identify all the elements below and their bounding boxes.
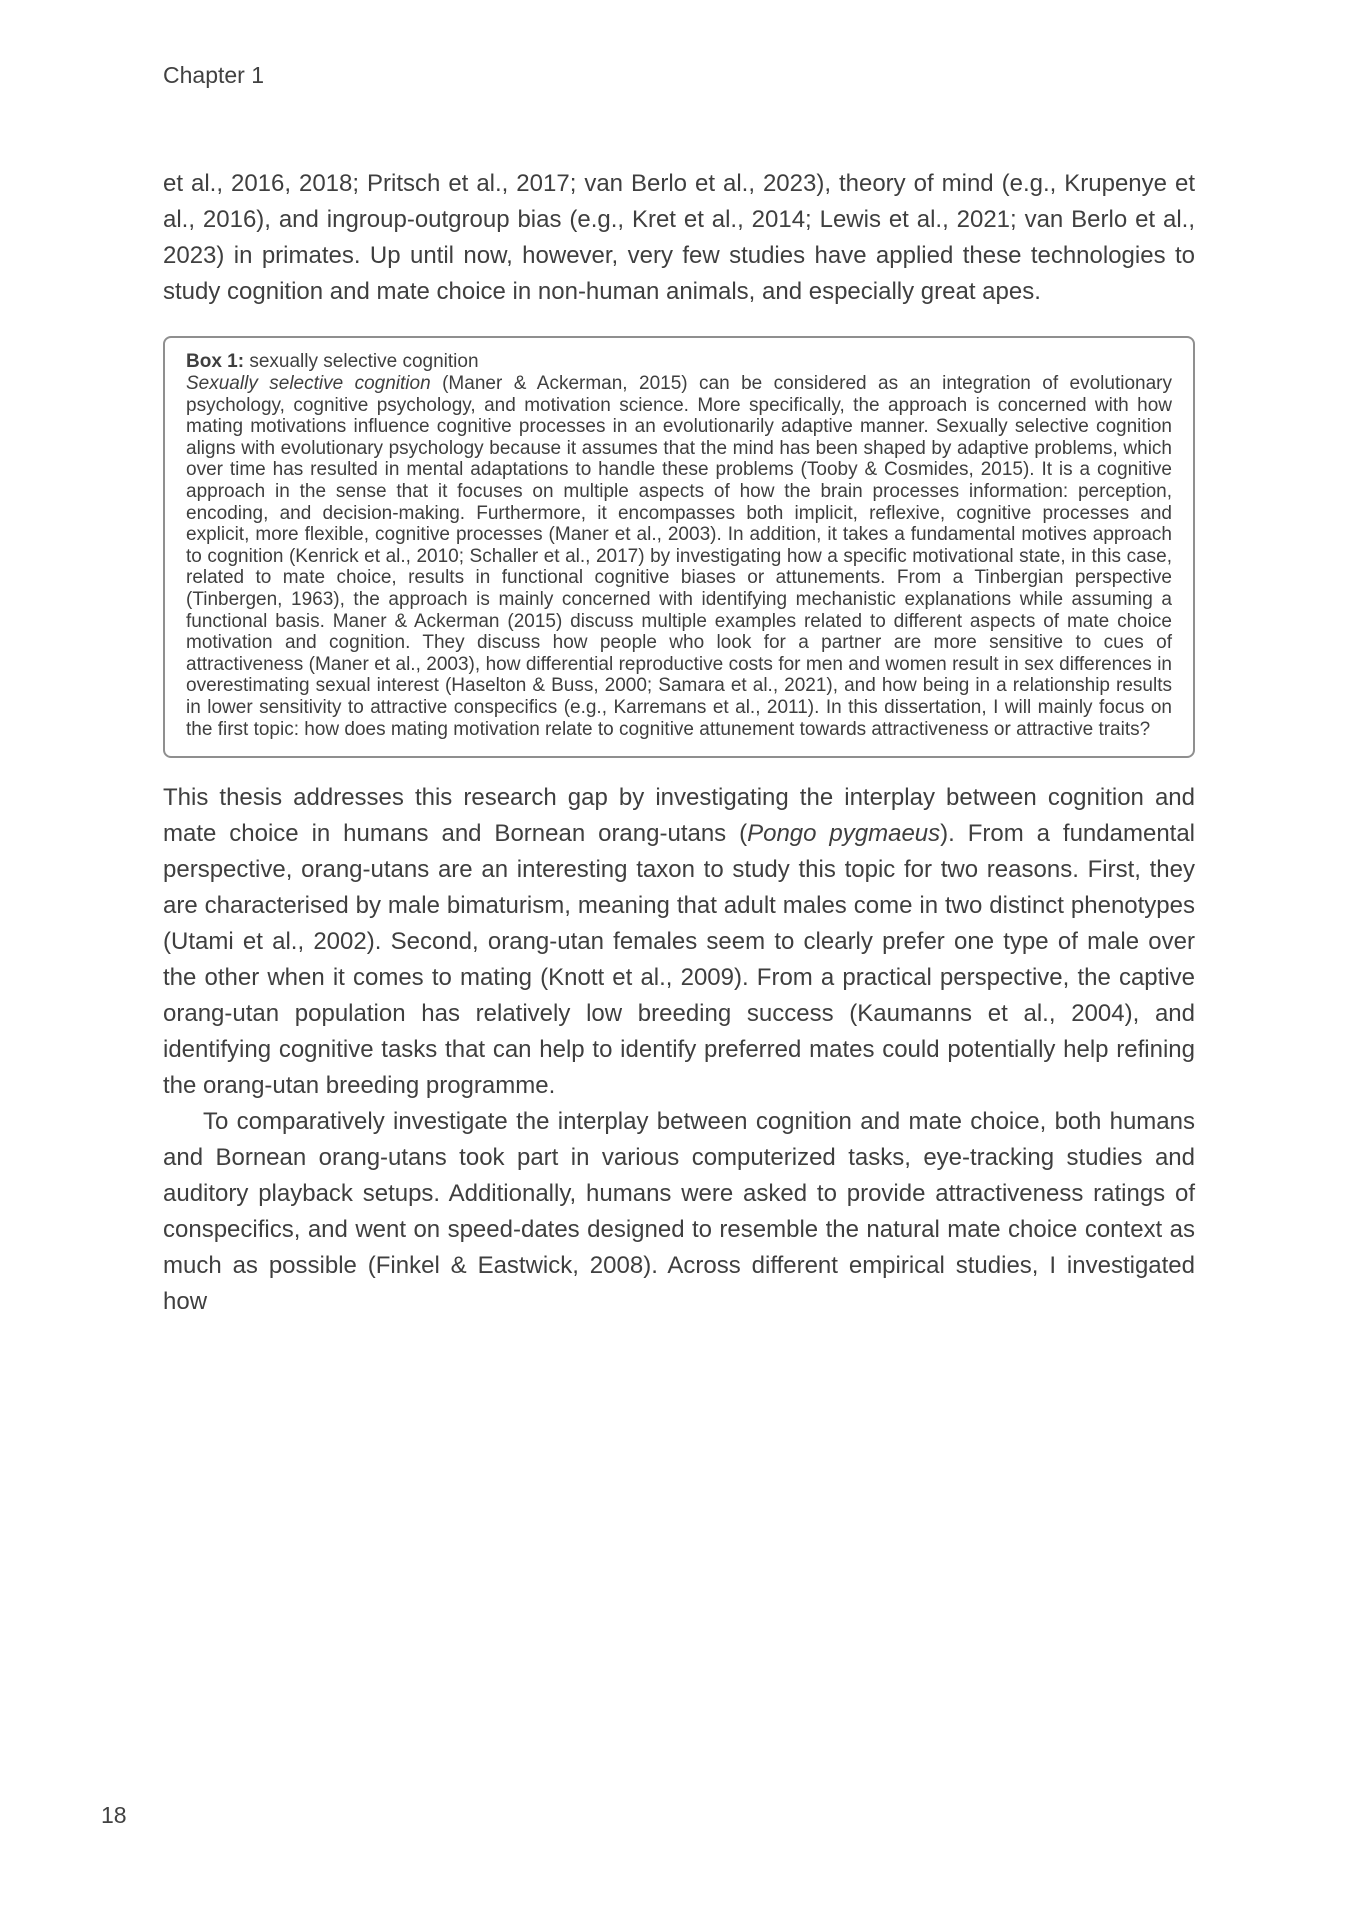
box-1-body <box>186 373 1172 740</box>
box-1-label: Box 1: <box>186 351 245 372</box>
box-1-body-text: (Maner & Ackerman, 2015) can be considered as an integration of evolutionary psychology, cognitive psychology, and motivation science. More specifically, the approach is concerned with how mating motivations influence cognitive processes in an evolutionarily adaptive manner. Sexually selective cognition aligns with evolutionary psychology because it assumes that the mind has been shaped by adaptive problems, which over time has resulted in mental adaptations to handle these problems (Tooby & Cosmides, 2015). It is a cognitive approach in the sense that it focuses on multiple aspects of how the brain processes information: perception, encoding, and decision-making. Furthermore, it encompasses both implicit, reflexive, cognitive processes and explicit, more flexible, cognitive processes (Maner et al., 2003). In addition, it takes a fundamental motives approach to cognition (Kenrick et al., 2010; Schaller et al., 2017) by investigating how a specific motivational state, in this case, related to mate choice, results in functional cognitive biases or attunements. From a Tinbergian perspective (Tinbergen, 1963), the approach is mainly concerned with identifying mechanistic explanations while assuming a functional basis. Maner & Ackerman (2015) discuss multiple examples related to different aspects of mate choice motivation and cognition. They discuss how people who look for a partner are more sensitive to cues of attractiveness (Maner et al., 2003), how differential reproductive costs for men and women result in sex differences in overestimating sexual interest (Haselton & Buss, 2000; Samara et al., 2021), and how being in a relationship results in lower sensitivity to attractive conspecifics (e.g., Karremans et al., 2011). In this dissertation, I will mainly focus on the first topic: how does mating motivation relate to cognitive attunement towards attractiveness or attractive traits? <box>186 373 1173 740</box>
paragraph-2 <box>163 780 1195 1104</box>
box-1 <box>163 336 1195 758</box>
paragraph-3-text: To comparatively investigate the interplay between cognition and mate choice, both humans and Bornean orang-utans took part in various computerized tasks, eye-tracking studies and auditory playback setups. Additionally, humans were asked to provide attractiveness ratings of conspecifics, and went on speed-dates designed to resemble the natural mate choice context as much as possible (Finkel & Eastwick, 2008). Across different empirical studies, I investigated how <box>163 1108 1195 1316</box>
box-1-lead-term-italic: Sexually selective cognition <box>186 373 431 394</box>
paragraph-3 <box>163 1104 1195 1320</box>
paragraph-1-text: et al., 2016, 2018; Pritsch et al., 2017; van Berlo et al., 2023), theory of mind (e.g., Krupenye et al., 2016), and ingroup-outgroup bias (e.g., Kret et al., 2014; Lewis et al., 2021; van Berlo et al., 2023) in primates. Up until now, however, very few studies have applied these technologies to study cognition and mate choice in non-human animals, and especially great apes. <box>163 170 1195 305</box>
species-name-italic: Pongo pygmaeus <box>747 820 941 848</box>
page-content <box>163 166 1195 1320</box>
running-header-chapter: Chapter 1 <box>163 62 265 88</box>
paragraph-2-text: This thesis addresses this research gap by investigating the interplay between cognition and mate choice in humans and Bornean orang-utans ( <box>163 784 1195 848</box>
page-number: 18 <box>101 1802 127 1828</box>
box-1-title <box>186 351 1172 373</box>
paragraph-2-text-continued: ). From a fundamental perspective, orang-utans are an interesting taxon to study this topic for two reasons. First, they are characterised by male bimaturism, meaning that adult males come in two distinct phenotypes (Utami et al., 2002). Second, orang-utan females seem to clearly prefer one type of male over the other when it comes to mating (Knott et al., 2009). From a practical perspective, the captive orang-utan population has relatively low breeding success (Kaumanns et al., 2004), and identifying cognitive tasks that can help to identify preferred mates could potentially help refining the orang-utan breeding programme. <box>163 820 1196 1100</box>
box-1-title-text: sexually selective cognition <box>244 351 479 372</box>
paragraph-continuation <box>163 166 1195 310</box>
